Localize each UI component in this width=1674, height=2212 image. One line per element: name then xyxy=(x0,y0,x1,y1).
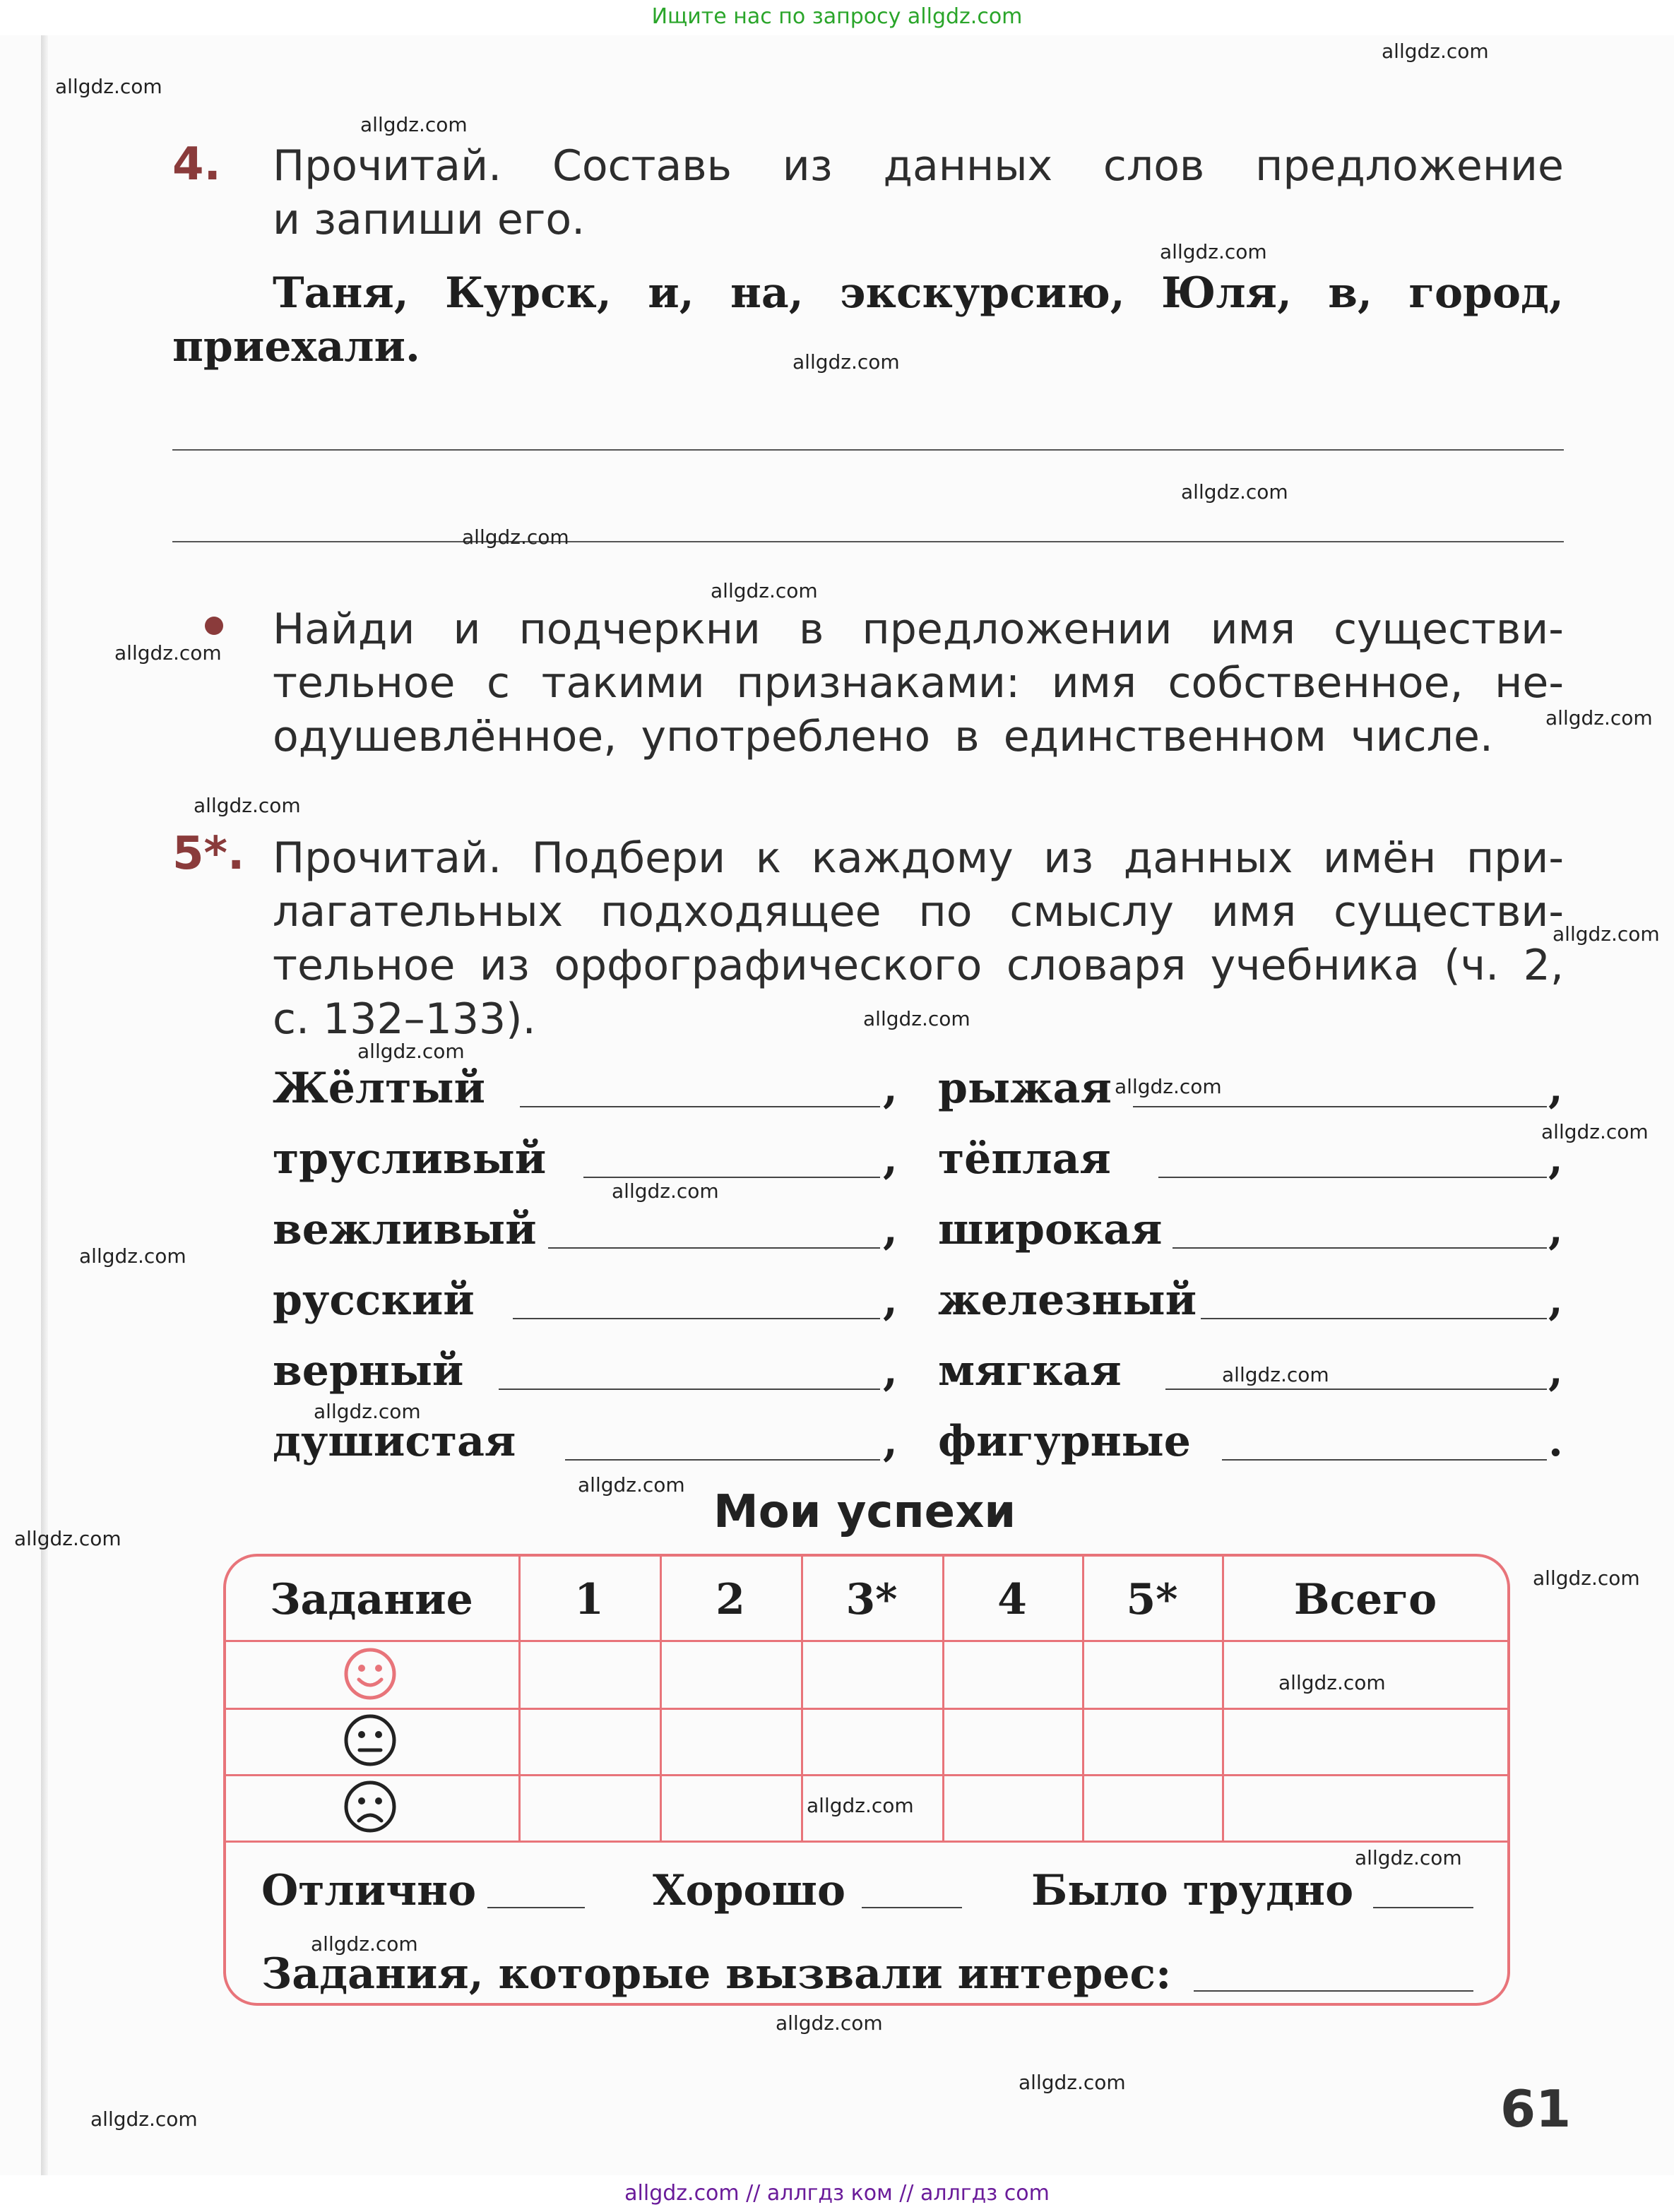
word: существи- xyxy=(1334,887,1564,936)
word: на, xyxy=(730,268,804,318)
header-2: 2 xyxy=(716,1575,745,1624)
task4-instruction-line1 xyxy=(273,141,1564,191)
header-1: 1 xyxy=(574,1575,604,1624)
word: при- xyxy=(1466,833,1564,883)
comma: , xyxy=(883,1064,898,1113)
right-word: железный xyxy=(938,1276,1197,1325)
task5-instruction-line3 xyxy=(273,941,1564,990)
table-grid-line xyxy=(225,1708,1509,1710)
watermark: allgdz.com xyxy=(1160,240,1267,263)
watermark: allgdz.com xyxy=(90,2107,198,2131)
period: . xyxy=(1548,1417,1563,1466)
word: в, xyxy=(1328,268,1372,318)
word: учебника xyxy=(1210,941,1420,990)
table-grid-line xyxy=(225,1841,1509,1843)
word: Прочитай. xyxy=(273,833,502,883)
word: и xyxy=(453,605,481,654)
right-word: рыжая xyxy=(938,1064,1112,1113)
comma: , xyxy=(1548,1205,1563,1254)
word: в xyxy=(954,712,980,761)
answer-blank[interactable] xyxy=(1201,1318,1547,1319)
task5-instruction-line2 xyxy=(273,887,1564,936)
header-5: 5* xyxy=(1126,1575,1178,1624)
word: имя xyxy=(1211,887,1297,936)
word: лагательных xyxy=(273,887,564,936)
watermark: allgdz.com xyxy=(1382,40,1489,63)
word: город, xyxy=(1408,268,1564,318)
word: данных xyxy=(1123,833,1293,883)
page-number: 61 xyxy=(1500,2079,1572,2139)
watermark: allgdz.com xyxy=(793,350,900,374)
watermark: allgdz.com xyxy=(807,1794,914,1817)
word: употреблено xyxy=(641,712,931,761)
word: данных xyxy=(883,141,1053,191)
task5-instruction-line1 xyxy=(273,833,1564,883)
right-word: тёплая xyxy=(938,1134,1111,1184)
task4-words-line1 xyxy=(273,268,1564,318)
watermark: allgdz.com xyxy=(578,1473,685,1497)
smiley-neutral-icon xyxy=(342,1712,398,1768)
header-3: 3* xyxy=(845,1575,898,1624)
watermark: allgdz.com xyxy=(311,1932,418,1956)
grade-excellent-blank[interactable] xyxy=(487,1907,585,1908)
task4-words-line2: приехали. xyxy=(172,322,420,371)
word: 2, xyxy=(1523,941,1564,990)
word: Подбери xyxy=(531,833,726,883)
watermark: allgdz.com xyxy=(14,1527,121,1550)
top-banner-text: Ищите нас по запросу allgdz.com xyxy=(651,4,1023,29)
watermark: allgdz.com xyxy=(360,113,468,136)
watermark: allgdz.com xyxy=(114,641,222,665)
grade-good: Хорошо xyxy=(653,1866,846,1915)
answer-blank[interactable] xyxy=(1133,1106,1547,1107)
header-total: Всего xyxy=(1293,1575,1437,1624)
comma: , xyxy=(1548,1276,1563,1325)
bottom-banner-text: allgdz.com // аллгдз ком // аллгдз com xyxy=(624,2181,1050,2206)
grade-good-blank[interactable] xyxy=(862,1907,962,1908)
watermark: allgdz.com xyxy=(1553,922,1660,946)
word: орфографического xyxy=(554,941,983,990)
word: из xyxy=(782,141,833,191)
watermark: allgdz.com xyxy=(1019,2071,1126,2094)
word: имя xyxy=(1051,658,1136,708)
answer-blank[interactable] xyxy=(520,1106,880,1107)
page-spine-shadow xyxy=(41,35,48,2175)
watermark: allgdz.com xyxy=(55,75,162,98)
watermark: allgdz.com xyxy=(1222,1363,1329,1386)
watermark: allgdz.com xyxy=(79,1244,186,1268)
answer-blank[interactable] xyxy=(548,1247,880,1249)
word: числе. xyxy=(1351,712,1493,761)
table-grid-line xyxy=(225,1774,1509,1776)
word: слов xyxy=(1103,141,1205,191)
word: по xyxy=(918,887,973,936)
word: Составь xyxy=(552,141,732,191)
watermark: allgdz.com xyxy=(1181,480,1288,504)
watermark: allgdz.com xyxy=(612,1179,719,1203)
answer-line-1[interactable] xyxy=(172,449,1564,451)
word: каждому xyxy=(811,833,1014,883)
word: с xyxy=(487,658,510,708)
word: (ч. xyxy=(1444,941,1500,990)
header-4: 4 xyxy=(997,1575,1027,1624)
answer-blank[interactable] xyxy=(1222,1459,1547,1461)
word: подходящее xyxy=(600,887,881,936)
comma: , xyxy=(1548,1064,1563,1113)
word: из xyxy=(1043,833,1094,883)
grade-hard: Было трудно xyxy=(1031,1866,1354,1915)
comma: , xyxy=(883,1205,898,1254)
answer-blank[interactable] xyxy=(513,1318,880,1319)
word: и, xyxy=(648,268,694,318)
watermark: allgdz.com xyxy=(711,579,818,602)
comma: , xyxy=(883,1276,898,1325)
left-word: душистая xyxy=(273,1417,516,1466)
right-word: мягкая xyxy=(938,1346,1122,1396)
task4-number: 4. xyxy=(172,138,221,191)
smiley-happy-icon xyxy=(342,1646,398,1702)
answer-blank[interactable] xyxy=(1173,1247,1547,1249)
word: существи- xyxy=(1334,605,1564,654)
word: такими xyxy=(541,658,705,708)
word: Юля, xyxy=(1161,268,1292,318)
watermark: allgdz.com xyxy=(1545,706,1653,730)
comma: , xyxy=(1548,1346,1563,1396)
word: не- xyxy=(1495,658,1564,708)
watermark: allgdz.com xyxy=(314,1400,421,1423)
watermark: allgdz.com xyxy=(194,794,301,817)
word: единственном xyxy=(1003,712,1327,761)
word: одушевлённое, xyxy=(273,712,617,761)
word: имя xyxy=(1210,605,1295,654)
answer-blank[interactable] xyxy=(583,1177,880,1178)
task5-instruction-line4: с. 132–133). xyxy=(273,994,536,1044)
watermark: allgdz.com xyxy=(357,1040,465,1063)
word: из xyxy=(479,941,530,990)
word: собственное, xyxy=(1168,658,1464,708)
watermark: allgdz.com xyxy=(776,2011,883,2035)
left-word: Жёлтый xyxy=(273,1064,486,1113)
comma: , xyxy=(883,1346,898,1396)
task4-bullet-line1 xyxy=(273,605,1564,654)
task4-bullet-line2 xyxy=(273,658,1564,708)
word: к xyxy=(755,833,781,883)
grade-hard-blank[interactable] xyxy=(1373,1907,1473,1908)
watermark: allgdz.com xyxy=(1355,1846,1462,1869)
grade-excellent: Отлично xyxy=(261,1866,477,1915)
left-word: верный xyxy=(273,1346,464,1396)
word: тельное xyxy=(273,658,456,708)
comma: , xyxy=(1548,1134,1563,1184)
answer-blank[interactable] xyxy=(1158,1177,1547,1178)
answer-blank[interactable] xyxy=(1165,1389,1547,1390)
header-task: Задание xyxy=(270,1575,473,1624)
table-grid-line xyxy=(225,1640,1509,1642)
word: Найди xyxy=(273,605,415,654)
right-word: широкая xyxy=(938,1205,1163,1254)
watermark: allgdz.com xyxy=(1278,1671,1386,1694)
left-word: вежливый xyxy=(273,1205,537,1254)
comma: , xyxy=(883,1417,898,1466)
comma: , xyxy=(883,1134,898,1184)
word: имён xyxy=(1322,833,1437,883)
task4-bullet-line3 xyxy=(273,712,1493,761)
answer-blank[interactable] xyxy=(565,1459,880,1461)
word: экскурсию, xyxy=(840,268,1125,318)
watermark: allgdz.com xyxy=(1541,1120,1649,1143)
word: Курск, xyxy=(445,268,612,318)
left-word: трусливый xyxy=(273,1134,547,1184)
watermark: allgdz.com xyxy=(1115,1075,1222,1098)
interest-label: Задания, которые вызвали интерес: xyxy=(261,1949,1172,1999)
task5-number: 5*. xyxy=(172,828,245,880)
answer-line-2[interactable] xyxy=(172,541,1564,542)
watermark: allgdz.com xyxy=(1533,1566,1640,1590)
word: признаками: xyxy=(736,658,1021,708)
word: предложение xyxy=(1255,141,1564,191)
smiley-sad-icon xyxy=(342,1778,398,1835)
task4-instruction-line2: и запиши его. xyxy=(273,195,586,244)
left-word: русский xyxy=(273,1276,475,1325)
word: тельное xyxy=(273,941,456,990)
interest-blank[interactable] xyxy=(1194,1990,1473,1992)
watermark: allgdz.com xyxy=(863,1007,970,1030)
success-title: Мои успехи xyxy=(713,1486,1016,1538)
word: предложении xyxy=(862,605,1173,654)
word: словаря xyxy=(1006,941,1187,990)
word: Прочитай. xyxy=(273,141,502,191)
word: Таня, xyxy=(273,268,409,318)
word: в xyxy=(799,605,824,654)
word: смыслу xyxy=(1009,887,1174,936)
answer-blank[interactable] xyxy=(499,1389,880,1390)
word: подчеркни xyxy=(518,605,761,654)
right-word: фигурные xyxy=(938,1417,1191,1466)
watermark: allgdz.com xyxy=(462,525,569,549)
bullet-marker xyxy=(205,617,223,635)
